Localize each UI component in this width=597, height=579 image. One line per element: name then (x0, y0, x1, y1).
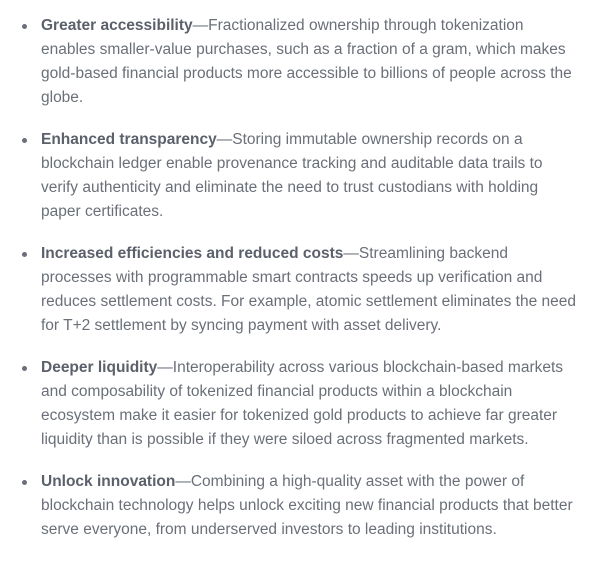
item-text: —Combining a high-quality asset with the power of blockchain technology helps unlock exciting new financial products that better serve everyone, from underserved investors to leading institutions. (41, 473, 573, 538)
bullet-icon (22, 252, 27, 257)
list-item (22, 470, 577, 542)
bullet-icon (22, 480, 27, 485)
item-title: Deeper liquidity (41, 359, 158, 376)
bullet-icon (22, 366, 27, 371)
list-item (22, 14, 577, 110)
bullet-icon (22, 24, 27, 29)
item-title: Enhanced transparency (41, 131, 217, 148)
item-text: —Interoperability across various blockchain-based markets and composability of tokenized financial products within a blockchain ecosystem make it easier for tokenized gold products to achieve far greater liquidity than is possible if they were siloed across fragmented markets. (41, 359, 564, 448)
item-text: —Streamlining backend processes with programmable smart contracts speeds up verification and reduces settlement costs. For example, atomic settlement eliminates the need for T+2 settlement by syncing payment with asset delivery. (41, 245, 576, 334)
bullet-icon (22, 138, 27, 143)
item-title: Increased efficiencies and reduced costs (41, 245, 344, 262)
list-item (22, 356, 577, 452)
list-item (22, 242, 577, 338)
item-title: Greater accessibility (41, 17, 193, 34)
benefits-list (22, 14, 577, 542)
item-text: —Fractionalized ownership through tokenization enables smaller-value purchases, such as a fraction of a gram, which makes gold-based financial products more accessible to billions of people across the globe. (41, 17, 572, 106)
item-title: Unlock innovation (41, 473, 176, 490)
list-item (22, 128, 577, 224)
item-text: —Storing immutable ownership records on a blockchain ledger enable provenance tracking and auditable data trails to verify authenticity and eliminate the need to trust custodians with holding paper certificates. (41, 131, 543, 220)
